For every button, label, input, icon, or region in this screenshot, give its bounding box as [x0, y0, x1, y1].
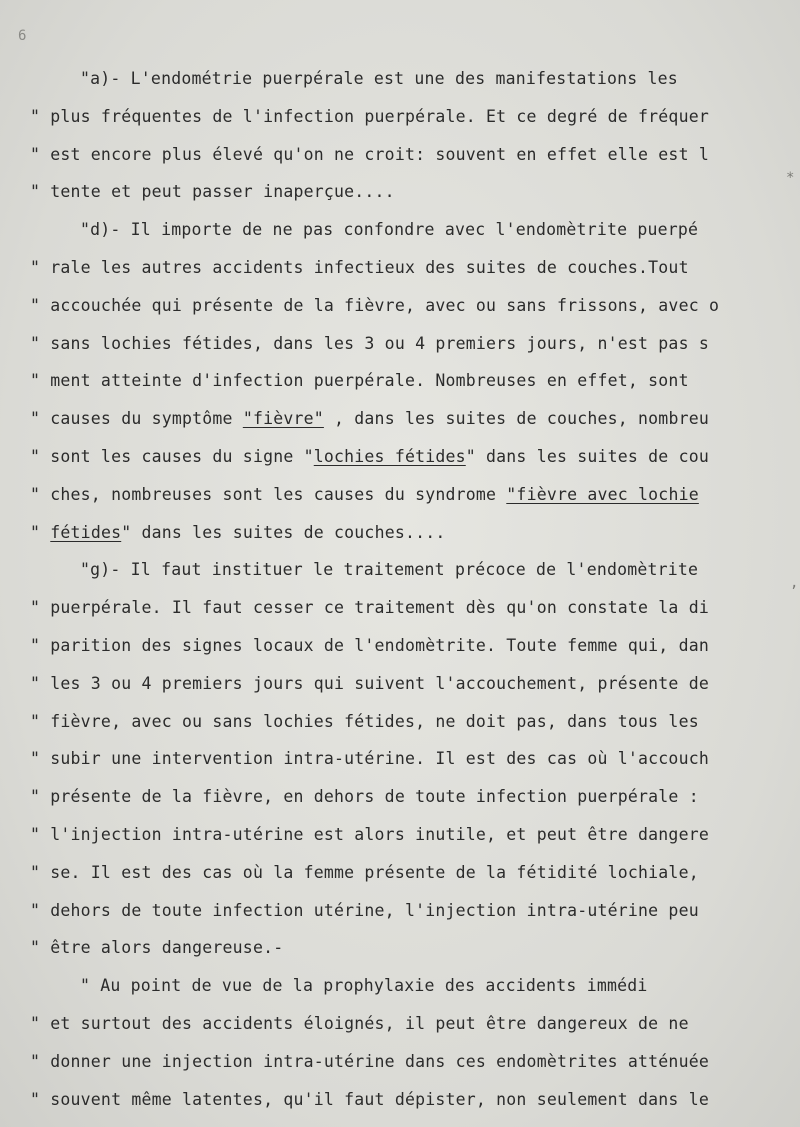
line-text: " fièvre, avec ou sans lochies fétides, ne doit pas, dans tous les — [30, 711, 699, 731]
text-line — [0, 211, 800, 249]
margin-mark: , — [790, 575, 799, 591]
text-line — [0, 287, 800, 325]
line-text: " donner une injection intra-utérine dans ces endomètrites atténuée — [30, 1051, 709, 1071]
line-text: " souvent même latentes, qu'il faut dépister, non seulement dans le — [30, 1089, 709, 1109]
line-text: , dans les suites de couches, nombreu — [323, 409, 709, 429]
page-number: 6 — [18, 28, 27, 44]
text-line — [0, 740, 800, 778]
text-line — [0, 136, 800, 174]
text-line — [0, 249, 800, 287]
line-text: " subir une intervention intra-utérine. Il est des cas où l'accouch — [30, 749, 709, 769]
text-line — [0, 1043, 800, 1081]
text-line — [0, 98, 800, 136]
line-text: " ment atteinte d'infection puerpérale. Nombreuses en effet, sont — [30, 371, 689, 391]
text-line — [0, 325, 800, 363]
line-text: " les 3 ou 4 premiers jours qui suivent l'accouchement, présente de — [30, 673, 709, 693]
text-line — [0, 476, 800, 514]
underlined-text: "fièvre" — [242, 409, 324, 429]
text-line — [0, 967, 800, 1005]
text-line — [0, 703, 800, 741]
underlined-text: fétides — [50, 522, 122, 542]
text-line — [0, 551, 800, 589]
text-line — [0, 438, 800, 476]
text-line — [0, 400, 800, 438]
text-line — [0, 1081, 800, 1119]
line-text: " dans les suites de cou — [465, 446, 709, 466]
text-line — [0, 854, 800, 892]
line-text: " se. Il est des cas où la femme présente de la fétidité lochiale, — [30, 862, 699, 882]
line-text: "a)- L'endométrie puerpérale est une des manifestations les — [80, 69, 678, 88]
line-text: " présente de la fièvre, en dehors de toute infection puerpérale : — [30, 787, 699, 807]
line-text: " dans les suites de couches.... — [121, 522, 446, 542]
line-text: " parition des signes locaux de l'endomètrite. Toute femme qui, dan — [30, 635, 709, 655]
text-line — [0, 60, 800, 98]
line-text: " plus fréquentes de l'infection puerpérale. Et ce degré de fréquer — [30, 106, 709, 126]
document-body — [0, 60, 800, 1118]
underlined-text: "fièvre avec lochie — [506, 484, 699, 504]
line-text: " dehors de toute infection utérine, l'injection intra-utérine peu — [30, 900, 699, 920]
underlined-text: lochies fétides — [313, 446, 466, 466]
text-line — [0, 627, 800, 665]
line-text: " — [30, 522, 51, 542]
text-line — [0, 514, 800, 552]
text-line — [0, 929, 800, 967]
line-text: " sans lochies fétides, dans les 3 ou 4 premiers jours, n'est pas s — [30, 333, 709, 353]
margin-mark: * — [786, 170, 795, 186]
line-text: " Au point de vue de la prophylaxie des accidents immédi — [80, 976, 648, 996]
line-text: "g)- Il faut instituer le traitement précoce de l'endomètrite — [80, 560, 699, 580]
text-line — [0, 778, 800, 816]
line-text: " accouchée qui présente de la fièvre, avec ou sans frissons, avec o — [30, 295, 720, 315]
line-text: " causes du symptôme — [30, 409, 243, 429]
line-text: " être alors dangereuse.- — [30, 938, 284, 958]
line-text: " ches, nombreuses sont les causes du syndrome — [30, 484, 507, 504]
line-text: " l'injection intra-utérine est alors inutile, et peut être dangere — [30, 824, 709, 844]
line-text: " tente et peut passer inaperçue.... — [30, 182, 395, 202]
line-text: " sont les causes du signe " — [30, 446, 314, 466]
text-line — [0, 1005, 800, 1043]
text-line — [0, 892, 800, 930]
line-text: " puerpérale. Il faut cesser ce traitement dès qu'on constate la di — [30, 598, 709, 618]
text-line — [0, 665, 800, 703]
text-line — [0, 816, 800, 854]
text-line — [0, 362, 800, 400]
line-text: " et surtout des accidents éloignés, il peut être dangereux de ne — [30, 1013, 689, 1033]
text-line — [0, 589, 800, 627]
line-text: " est encore plus élevé qu'on ne croit: souvent en effet elle est l — [30, 144, 709, 164]
line-text: "d)- Il importe de ne pas confondre avec l'endomètrite puerpé — [80, 220, 699, 240]
text-line — [0, 173, 800, 211]
line-text: " rale les autres accidents infectieux des suites de couches.Tout — [30, 257, 689, 277]
